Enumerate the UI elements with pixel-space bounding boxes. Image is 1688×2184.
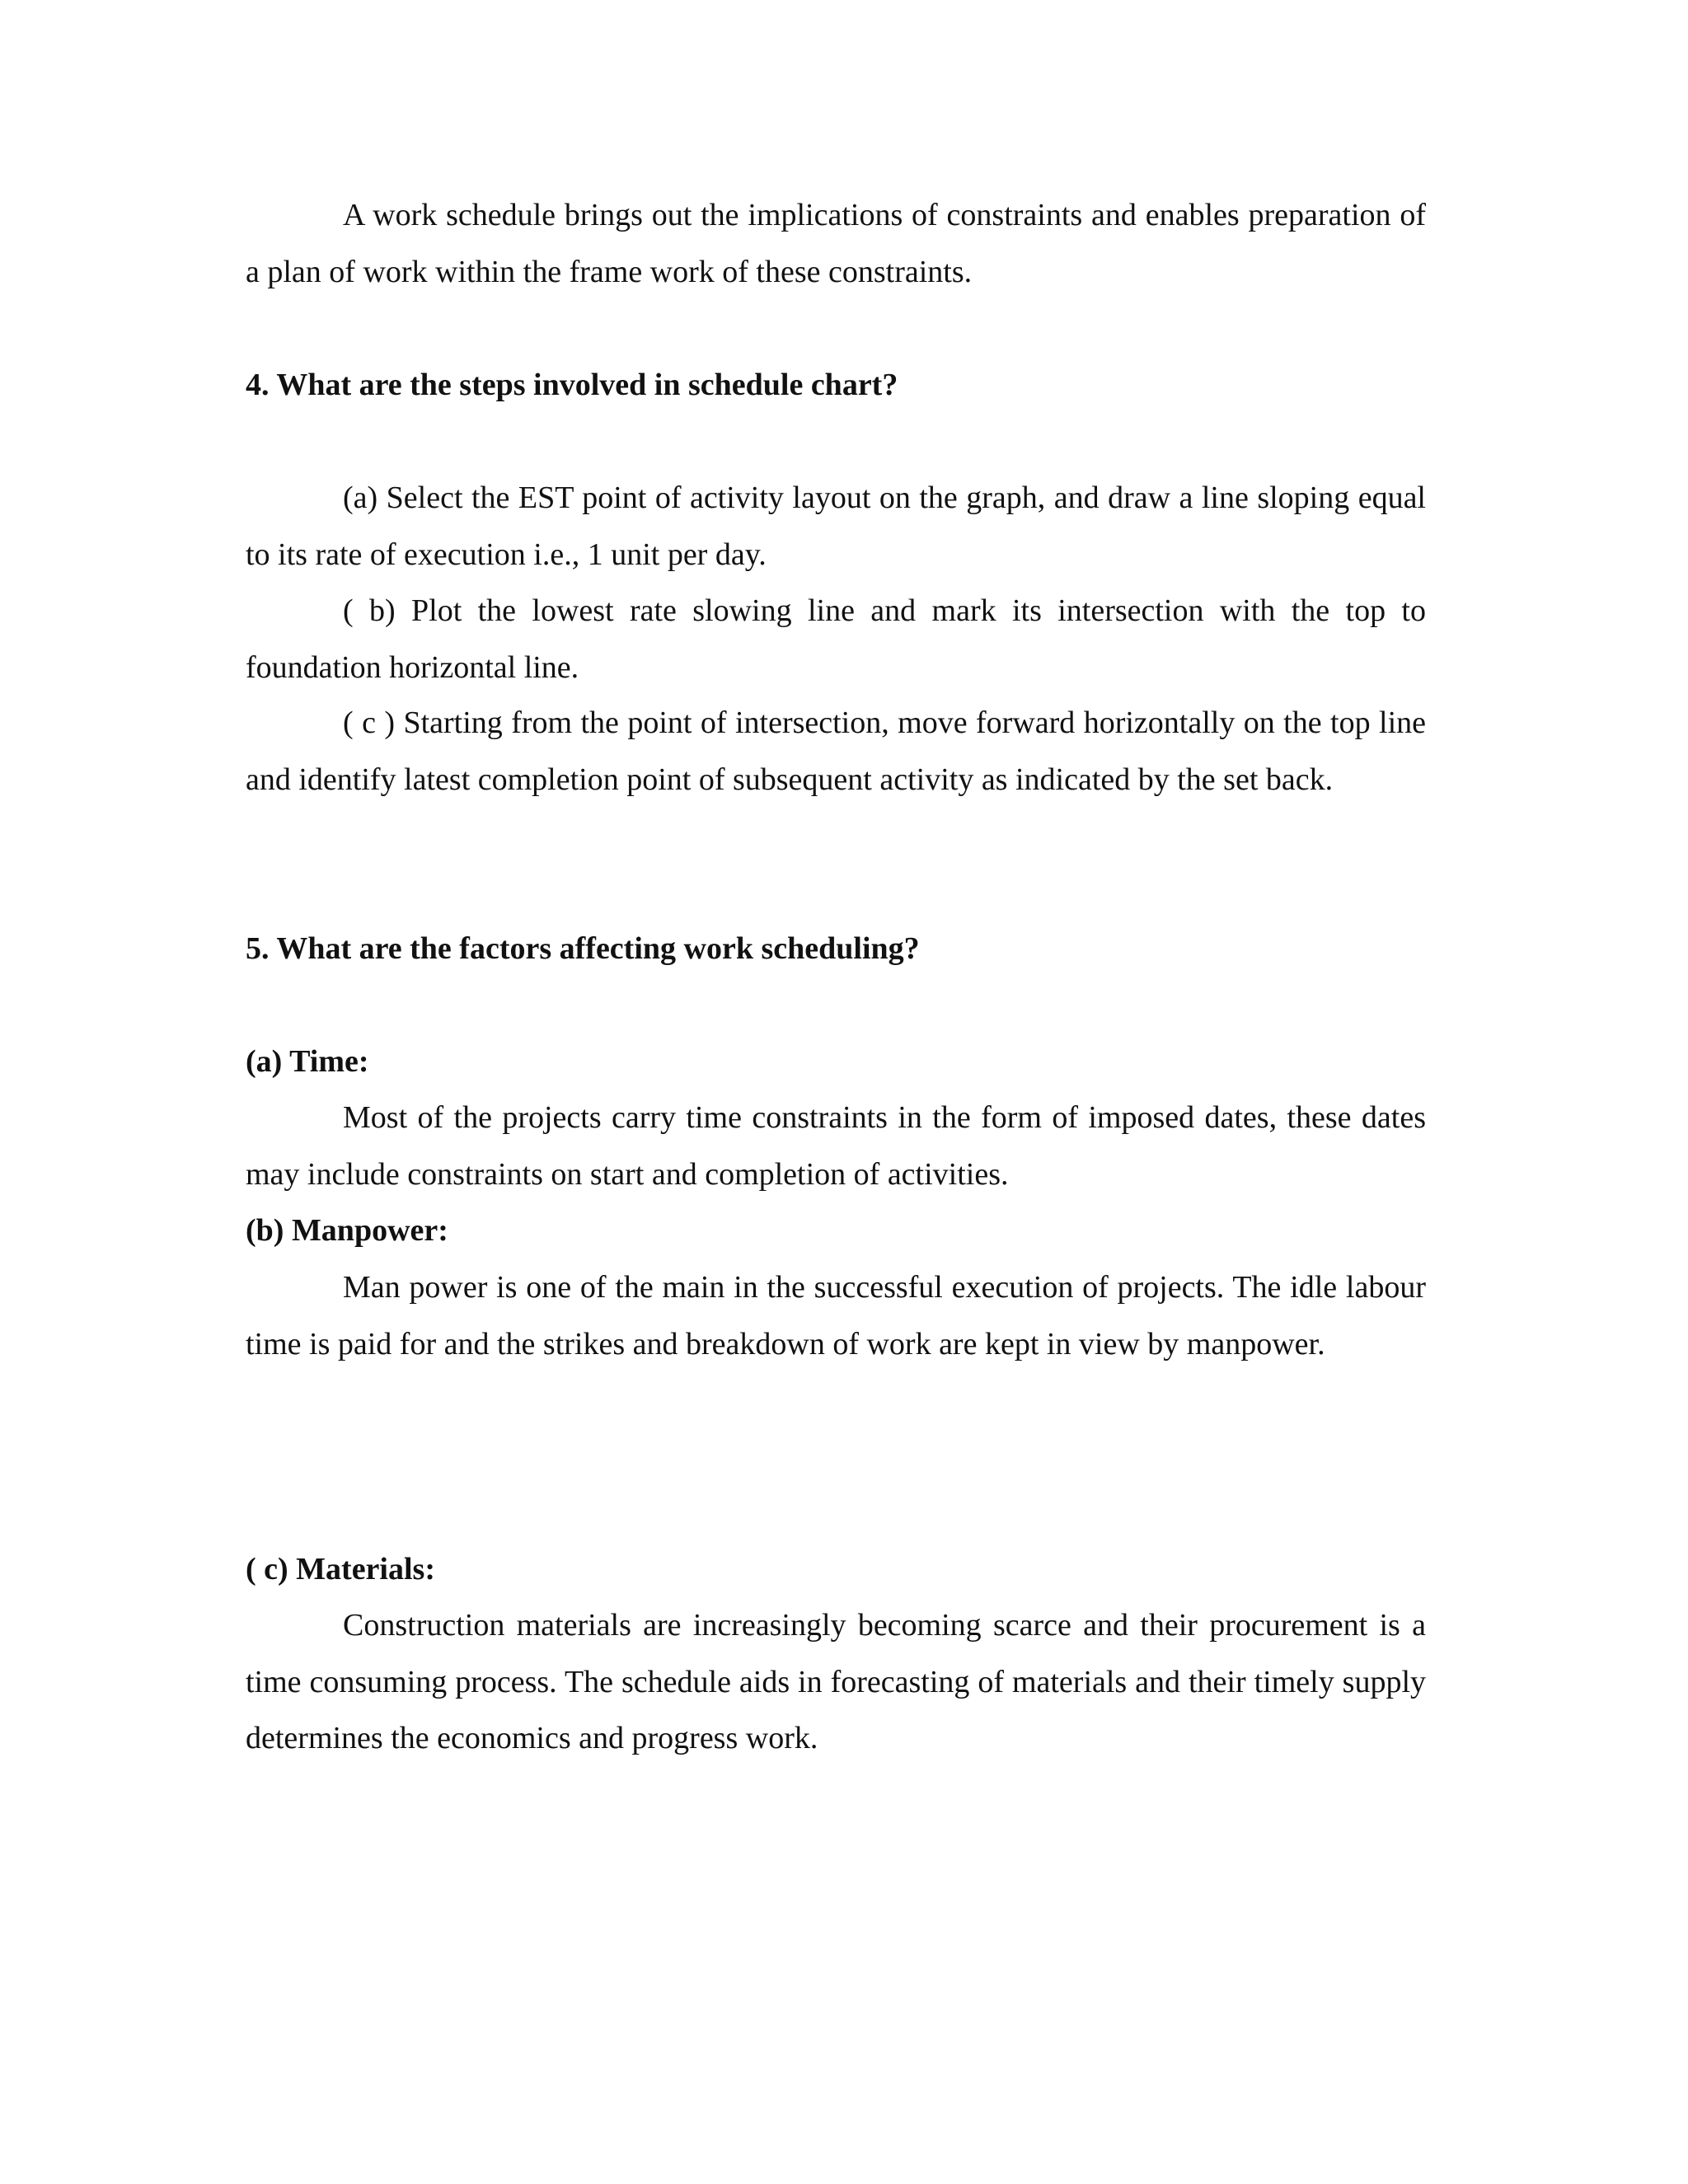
step-a-paragraph: (a) Select the EST point of activity layout on the graph, and draw a line sloping equal to its rate of execution i.e., 1 unit per day. <box>246 480 1426 572</box>
question-4-heading: 4. What are the steps involved in schedule chart? <box>246 368 898 402</box>
factor-materials-paragraph: Construction materials are increasingly becoming scarce and their procurement is a time consuming process. The schedule aids in forecasting of materials and their timely supply determines the economics and progress work. <box>246 1608 1426 1756</box>
step-c-paragraph: ( c ) Starting from the point of intersection, move forward horizontally on the top line and identify latest completion point of subsequent activity as indicated by the set back. <box>246 705 1426 797</box>
intro-paragraph: A work schedule brings out the implications of constraints and enables preparation of a plan of work within the frame work of these constraints. <box>246 198 1426 289</box>
question-5-heading: 5. What are the factors affecting work scheduling? <box>246 931 920 966</box>
step-b-paragraph: ( b) Plot the lowest rate slowing line and mark its intersection with the top to foundation horizontal line. <box>246 593 1426 685</box>
factor-manpower-title: (b) Manpower: <box>246 1213 448 1248</box>
factor-materials-title: ( c) Materials: <box>246 1552 435 1586</box>
factor-time-paragraph: Most of the projects carry time constraints in the form of imposed dates, these dates may include constraints on start and completion of activities. <box>246 1100 1426 1192</box>
factor-time-title: (a) Time: <box>246 1044 369 1079</box>
factor-manpower-paragraph: Man power is one of the main in the successful execution of projects. The idle labour time is paid for and the strikes and breakdown of work are kept in view by manpower. <box>246 1270 1426 1361</box>
